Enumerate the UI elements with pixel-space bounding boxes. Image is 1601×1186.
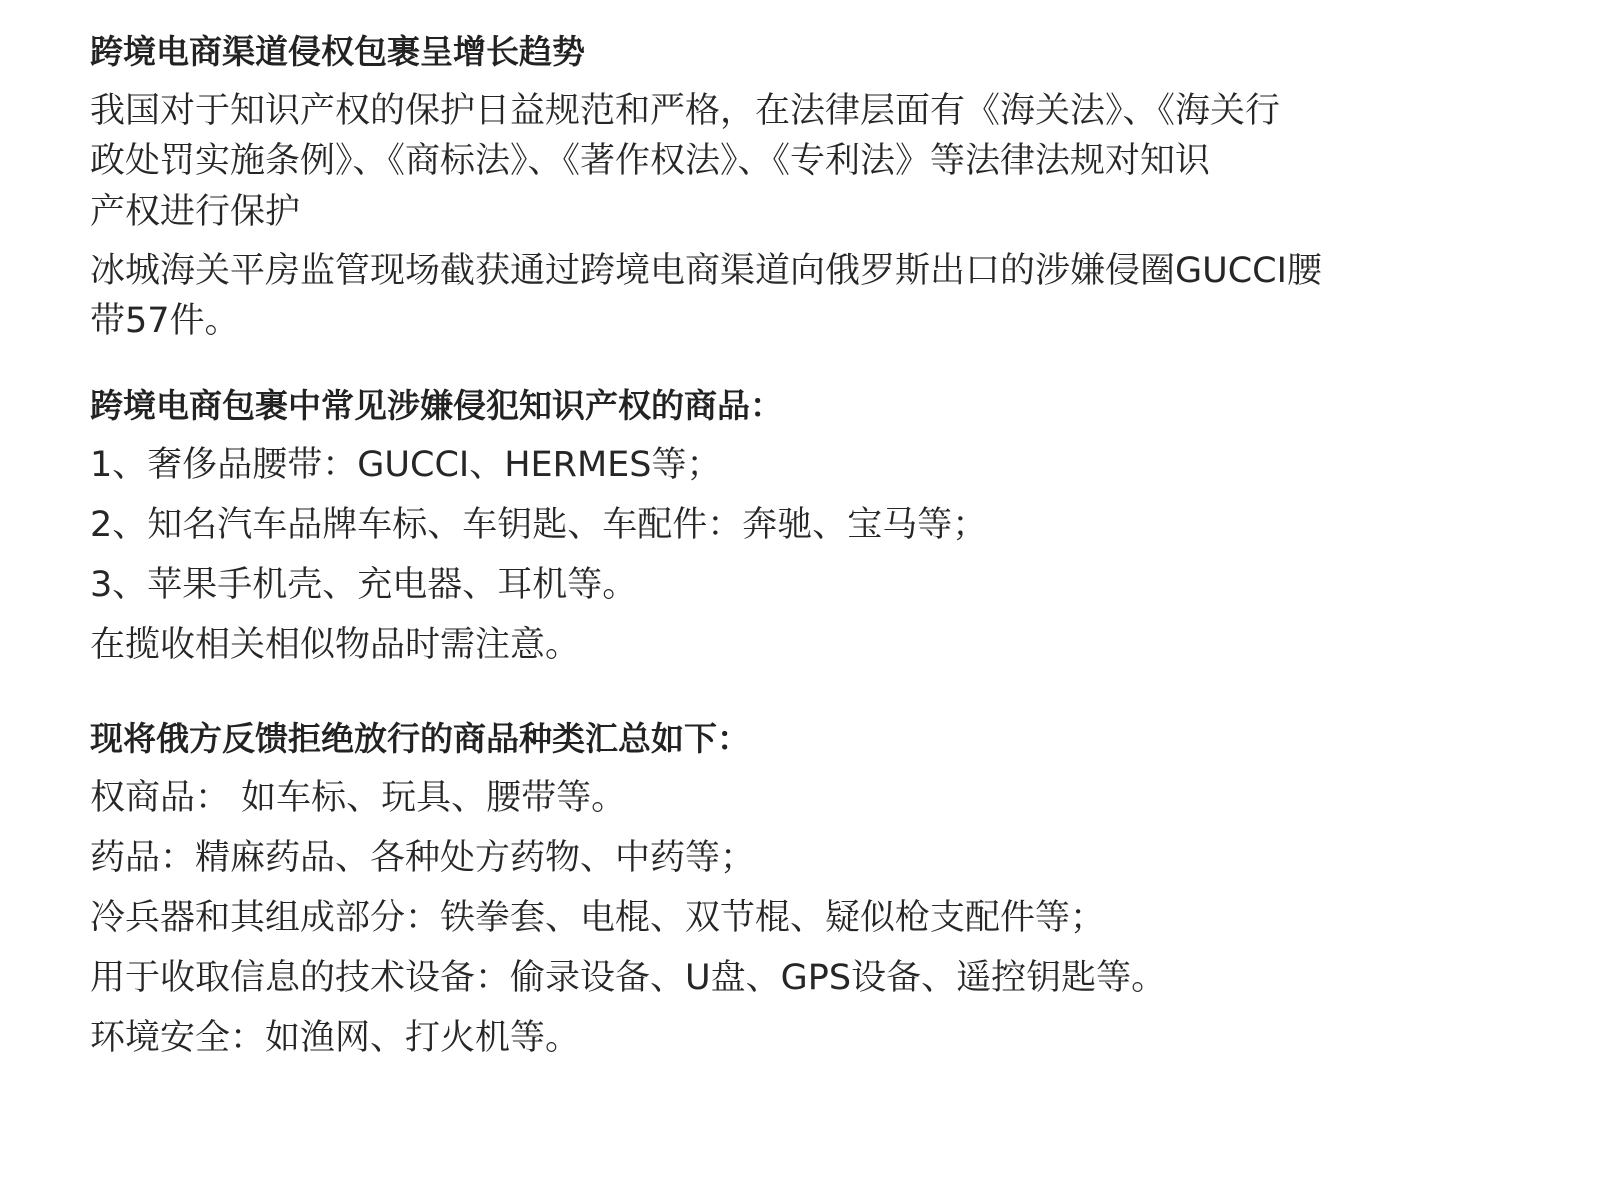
section3-item-3: 冷兵器和其组成部分：铁拳套、电棍、双节棍、疑似枪支配件等；: [90, 898, 1106, 938]
section2-item-2: 2、知名汽车品牌车标、车钥匙、车配件：奔驰、宝马等；: [90, 505, 988, 545]
section3-heading: 现将俄方反馈拒绝放行的商品种类汇总如下：: [90, 719, 750, 758]
section3-item-1: 权商品： 如车标、玩具、腰带等。: [90, 778, 627, 818]
section1-para1-line2: 政处罚实施条例》、《商标法》、《著作权法》、《专利法》等法律法规对知识: [90, 141, 1211, 181]
section1-para1-line1: 我国对于知识产权的保护日益规范和严格，在法律层面有《海关法》、《海关行: [90, 91, 1281, 131]
section1-para2-line1: 冰城海关平房监管现场截获通过跨境电商渠道向俄罗斯出口的涉嫌侵圈GUCCI腰: [90, 251, 1322, 291]
section3-item-2: 药品：精麻药品、各种处方药物、中药等；: [90, 838, 756, 878]
section2-item-1: 1、奢侈品腰带：GUCCI、HERMES等；: [90, 445, 722, 485]
section2-heading: 跨境电商包裹中常见涉嫌侵犯知识产权的商品：: [90, 386, 783, 425]
section1-para2-line2: 带57件。: [90, 301, 240, 341]
section2-item-3: 3、苹果手机壳、充电器、耳机等。: [90, 565, 638, 605]
section3-item-5: 环境安全：如渔网、打火机等。: [90, 1018, 581, 1058]
section1-heading: 跨境电商渠道侵权包裹呈增长趋势: [90, 32, 585, 71]
section1-para1-line3: 产权进行保护: [90, 192, 301, 232]
section2-note: 在揽收相关相似物品时需注意。: [90, 625, 581, 665]
section3-item-4: 用于收取信息的技术设备：偷录设备、U盘、GPS设备、遥控钥匙等。: [90, 958, 1167, 998]
